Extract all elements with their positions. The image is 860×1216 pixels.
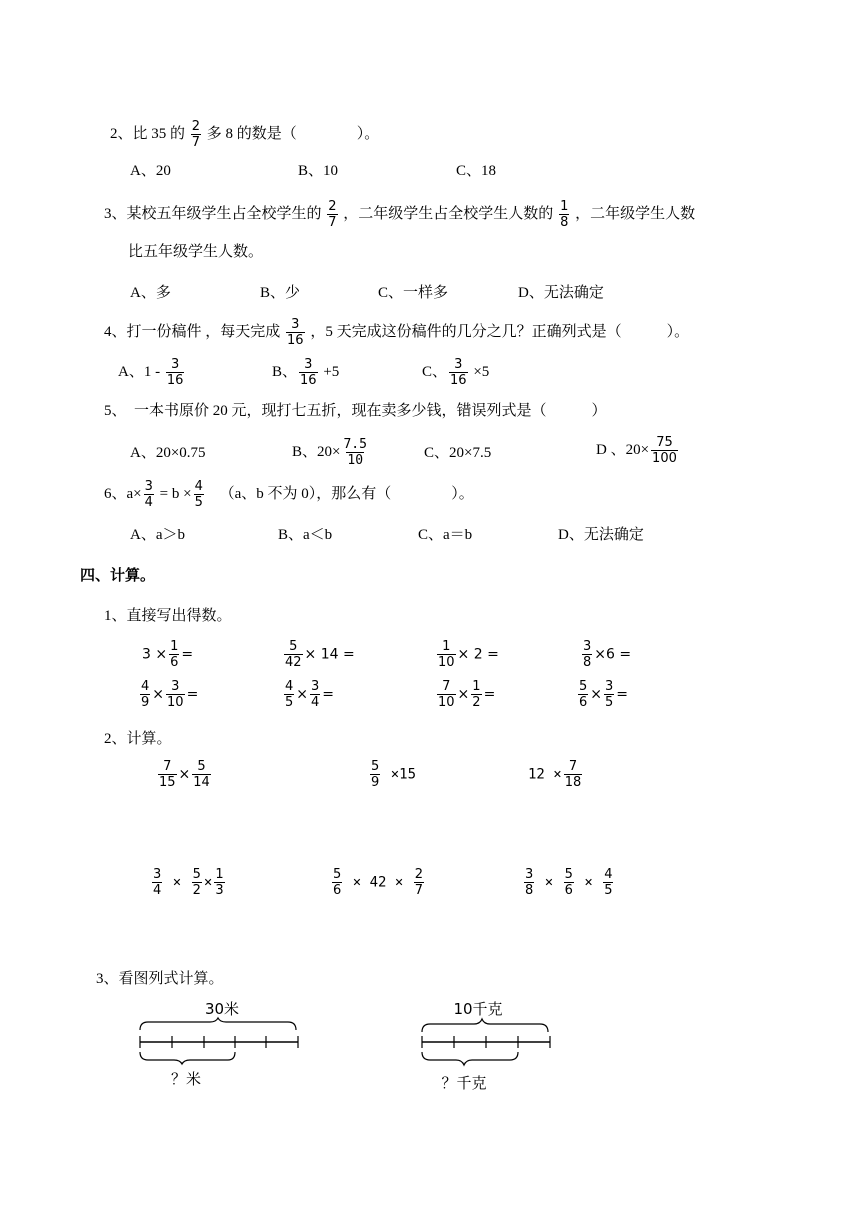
calc-6-op-1: × <box>544 874 554 891</box>
r1-4-fraction: $\frac{3}{8}$ <box>583 639 592 670</box>
q5-option-b-text: B、20× <box>292 443 341 460</box>
q2-option-c: C、18 <box>456 163 497 179</box>
q2-option-a: A、20 <box>130 163 171 179</box>
calc-4-fraction-a: $\frac{3}{4}$ <box>153 867 162 898</box>
calc-2 <box>368 760 416 789</box>
section4-sub3: 3、看图列式计算。 <box>96 971 224 987</box>
q3-fraction-2: $\frac{1}{8}$ <box>560 199 569 230</box>
fig1-total-label: 30米 <box>204 1000 240 1018</box>
calc-3-fraction: $\frac{7}{18}$ <box>564 759 582 790</box>
q4-option-a-fraction: $\frac{3}{16}$ <box>166 357 184 388</box>
r2-3-op: × <box>457 686 470 703</box>
q4-option-c-fraction: $\frac{3}{16}$ <box>450 357 467 388</box>
r1-3-post: × 2 = <box>457 646 499 663</box>
r2-2-post: = <box>322 686 335 703</box>
q5-option-d-fraction: $\frac{75}{100}$ <box>652 435 677 466</box>
q3-option-a: A、多 <box>130 285 171 301</box>
calc-6-fraction-c: $\frac{4}{5}$ <box>604 867 613 898</box>
r1-item-2 <box>282 640 355 669</box>
q6-pre: 6、a× <box>104 485 142 502</box>
r2-1-op: × <box>152 686 165 703</box>
q2-stem <box>110 120 379 149</box>
q5-option-d-text: D 、20× <box>596 441 650 458</box>
r1-1-fraction: $\frac{1}{6}$ <box>170 639 179 670</box>
calc-1 <box>156 760 213 789</box>
r1-2-fraction: $\frac{5}{42}$ <box>285 639 302 670</box>
fig2-top-brace <box>422 1019 548 1032</box>
calc-4-op-1: × <box>172 874 182 891</box>
calc-5 <box>330 868 426 897</box>
q6-fraction-2: $\frac{4}{5}$ <box>194 479 203 510</box>
q6-fraction-1: $\frac{3}{4}$ <box>144 479 153 510</box>
q2-fraction: $\frac{2}{7}$ <box>191 119 201 150</box>
segment-diagram-1 <box>130 996 310 1092</box>
q6-stem <box>104 480 474 509</box>
q3-stem-line1 <box>104 200 695 229</box>
fig2-ask-label: ？千克 <box>441 1074 487 1092</box>
r2-item-2 <box>282 680 334 709</box>
q4-fraction: $\frac{3}{16}$ <box>287 317 304 348</box>
r2-4-op: × <box>590 686 603 703</box>
fig2-bottom-brace <box>422 1052 518 1065</box>
r1-item-1 <box>142 640 193 669</box>
q4-option-b-fraction: $\frac{3}{16}$ <box>300 357 317 388</box>
calc-2-post: ×15 <box>390 766 417 783</box>
r2-1-fraction-b: $\frac{3}{10}$ <box>167 679 184 710</box>
q5-option-b-fraction: $\frac{7.5}{10}$ <box>343 437 367 468</box>
q6-mid: = b × <box>159 485 192 502</box>
section4-sub2: 2、计算。 <box>104 731 172 747</box>
q4-option-a-text: A、1 - <box>118 363 161 380</box>
r2-3-post: = <box>483 686 496 703</box>
r2-1-fraction-a: $\frac{4}{9}$ <box>141 679 150 710</box>
r2-2-fraction-a: $\frac{4}{5}$ <box>285 679 294 710</box>
r2-4-post: = <box>616 686 629 703</box>
q3-text-a: 3、某校五年级学生占全校学生的 <box>104 205 322 222</box>
calc-4 <box>150 868 227 897</box>
calc-1-fraction-a: $\frac{7}{15}$ <box>159 759 176 790</box>
r1-item-4 <box>580 640 631 669</box>
section4-title: 四、计算。 <box>80 568 156 584</box>
r1-item-3 <box>435 640 499 669</box>
q6-option-a: A、a＞b <box>130 527 185 543</box>
q5-option-a: A、20×0.75 <box>130 445 206 461</box>
q6-option-b: B、a＜b <box>278 527 333 543</box>
calc-3-pre: 12 × <box>528 766 562 783</box>
q2-post: 多 8 的数是（ ）。 <box>206 125 380 142</box>
r1-2-post: × 14 = <box>304 646 355 663</box>
r2-4-fraction-b: $\frac{3}{5}$ <box>605 679 614 710</box>
calc-5-mid: × 42 × <box>352 874 404 891</box>
calc-6-op-2: × <box>584 874 593 891</box>
calc-1-fraction-b: $\frac{5}{14}$ <box>193 759 210 790</box>
q3-text-c: ，二年级学生人数 <box>575 205 696 222</box>
q4-option-c-text: C、 <box>422 363 448 380</box>
fig2-total-label: 10千克 <box>453 1000 503 1018</box>
q3-option-d: D、无法确定 <box>518 285 604 301</box>
r1-3-fraction: $\frac{1}{10}$ <box>438 639 455 670</box>
calc-1-op: × <box>178 766 191 783</box>
q6-option-d: D、无法确定 <box>558 527 644 543</box>
fig1-top-brace <box>140 1018 296 1030</box>
calc-6-fraction-a: $\frac{3}{8}$ <box>525 867 534 898</box>
calc-5-fraction-a: $\frac{5}{6}$ <box>333 867 342 898</box>
r2-4-fraction-a: $\frac{5}{6}$ <box>579 679 588 710</box>
q4-pre: 4、打一份稿件 ，每天完成 <box>104 323 281 340</box>
r2-item-1 <box>138 680 198 709</box>
r2-1-post: = <box>186 686 199 703</box>
calc-2-fraction: $\frac{5}{9}$ <box>371 759 380 790</box>
q5-stem: 5、 一本书原价 20 元，现打七五折，现在卖多少钱，错误列式是（ ） <box>104 403 607 419</box>
q6-post: （a、b 不为 0），那么有（ ）。 <box>219 485 474 502</box>
r2-2-op: × <box>296 686 309 703</box>
q5-option-b <box>292 438 370 467</box>
q4-post: ，5 天完成这份稿件的几分之几？正确列式是（ ）。 <box>310 323 690 340</box>
r2-2-fraction-b: $\frac{3}{4}$ <box>311 679 320 710</box>
q5-option-d <box>596 436 680 465</box>
r1-1-post: = <box>181 646 194 663</box>
r2-3-fraction-b: $\frac{1}{2}$ <box>472 679 481 710</box>
fig1-ask-label: ？米 <box>170 1070 202 1088</box>
q4-option-b <box>272 358 339 387</box>
calc-5-fraction-b: $\frac{2}{7}$ <box>414 867 424 898</box>
q4-option-a <box>118 358 186 387</box>
r1-1-pre: 3 × <box>142 646 168 663</box>
calc-6-fraction-b: $\frac{5}{6}$ <box>564 867 573 898</box>
calc-4-fraction-b: $\frac{5}{2}$ <box>192 867 201 898</box>
calc-6 <box>522 868 615 897</box>
fig1-bottom-brace <box>140 1052 235 1064</box>
q4-option-b-suffix: +5 <box>323 363 340 380</box>
q6-option-c: C、a＝b <box>418 527 473 543</box>
q5-option-c: C、20×7.5 <box>424 445 492 461</box>
q4-option-b-text: B、 <box>272 363 298 380</box>
r2-3-fraction-a: $\frac{7}{10}$ <box>438 679 455 710</box>
r2-item-4 <box>576 680 628 709</box>
q3-text-b: ，二年级学生占全校学生人数的 <box>343 205 554 222</box>
calc-3 <box>528 760 584 789</box>
q2-option-b: B、10 <box>298 163 339 179</box>
segment-diagram-2 <box>412 996 562 1096</box>
q4-option-c-suffix: ×5 <box>473 363 490 380</box>
r2-item-3 <box>435 680 495 709</box>
q4-stem <box>104 318 689 347</box>
q3-fraction-1: $\frac{2}{7}$ <box>328 199 337 230</box>
r1-4-post: ×6 = <box>594 646 632 663</box>
q3-option-c: C、一样多 <box>378 285 449 301</box>
q3-option-b: B、少 <box>260 285 301 301</box>
q4-option-c <box>422 358 489 387</box>
q2-pre: 2、比 35 的 <box>110 125 186 142</box>
calc-4-fraction-c: $\frac{1}{3}$ <box>215 867 224 898</box>
q3-stem-line2: 比五年级学生人数。 <box>128 244 264 260</box>
section4-sub1: 1、直接写出得数。 <box>104 608 232 624</box>
calc-4-op-2: × <box>203 874 213 891</box>
